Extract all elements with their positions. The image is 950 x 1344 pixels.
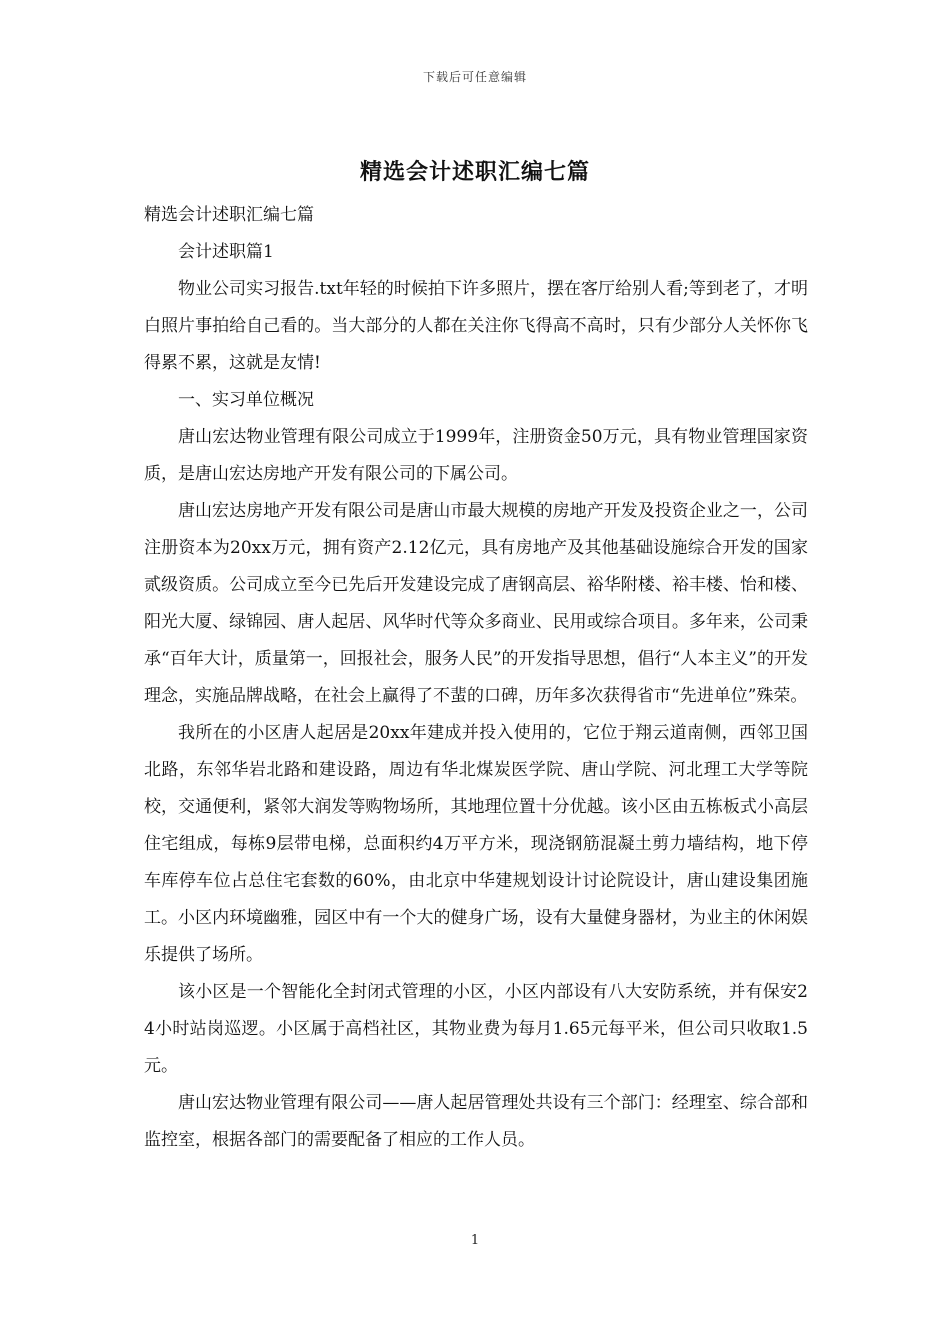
body-paragraph: 我所在的小区唐人起居是20xx年建成并投入使用的，它位于翔云道南侧，西邻卫国北路，东邻华岩北路和建设路，周边有华北煤炭医学院、唐山学院、河北理工大学等院校，交通便利，紧邻大润发等购物场所，其地理位置十分优越。该小区由五栋板式小高层住宅组成，每栋9层带电梯，总面积约4万平方米，现浇钢筋混凝土剪力墙结构，地下停车库停车位占总住宅套数的60%，由北京中华建规划设计讨论院设计，唐山建设集团施工。小区内环境幽雅，园区中有一个大的健身广场，设有大量健身器材，为业主的休闲娱乐提供了场所。	[144, 723, 808, 965]
section-heading: 一、实习单位概况	[178, 390, 314, 410]
subtitle-line: 精选会计述职汇编七篇	[144, 205, 314, 225]
body-paragraph: 唐山宏达房地产开发有限公司是唐山市最大规模的房地产开发及投资企业之一，公司注册资本为20xx万元，拥有资产2.12亿元，具有房地产及其他基础设施综合开发的国家贰级资质。公司成立至今已先后开发建设完成了唐钢高层、裕华附楼、裕丰楼、怡和楼、阳光大厦、绿锦园、唐人起居、风华时代等众多商业、民用或综合项目。多年来，公司秉承“百年大计，质量第一，回报社会，服务人民”的开发指导思想，倡行“人本主义”的开发理念，实施品牌战略，在社会上赢得了不蜚的口碑，历年多次获得省市“先进单位”殊荣。	[144, 501, 808, 706]
page-number: 1	[470, 1233, 480, 1248]
document-body	[144, 197, 808, 1159]
body-paragraph: 唐山宏达物业管理有限公司——唐人起居管理处共设有三个部门：经理室、综合部和监控室，根据各部门的需要配备了相应的工作人员。	[144, 1093, 808, 1150]
document-title: 精选会计述职汇编七篇	[359, 159, 590, 185]
section-heading: 会计述职篇1	[178, 242, 274, 262]
body-paragraph: 唐山宏达物业管理有限公司成立于1999年，注册资金50万元，具有物业管理国家资质，是唐山宏达房地产开发有限公司的下属公司。	[144, 427, 808, 484]
body-paragraph: 物业公司实习报告.txt年轻的时候拍下许多照片，摆在客厅给别人看;等到老了，才明白照片事拍给自己看的。当大部分的人都在关注你飞得高不高时，只有少部分人关怀你飞得累不累，这就是友情!	[144, 279, 808, 373]
body-paragraph: 该小区是一个智能化全封闭式管理的小区，小区内部设有八大安防系统，并有保安24小时站岗巡逻。小区属于高档社区，其物业费为每月1.65元每平米，但公司只收取1.5元。	[144, 982, 808, 1076]
page-header-note: 下载后可任意编辑	[422, 70, 527, 84]
